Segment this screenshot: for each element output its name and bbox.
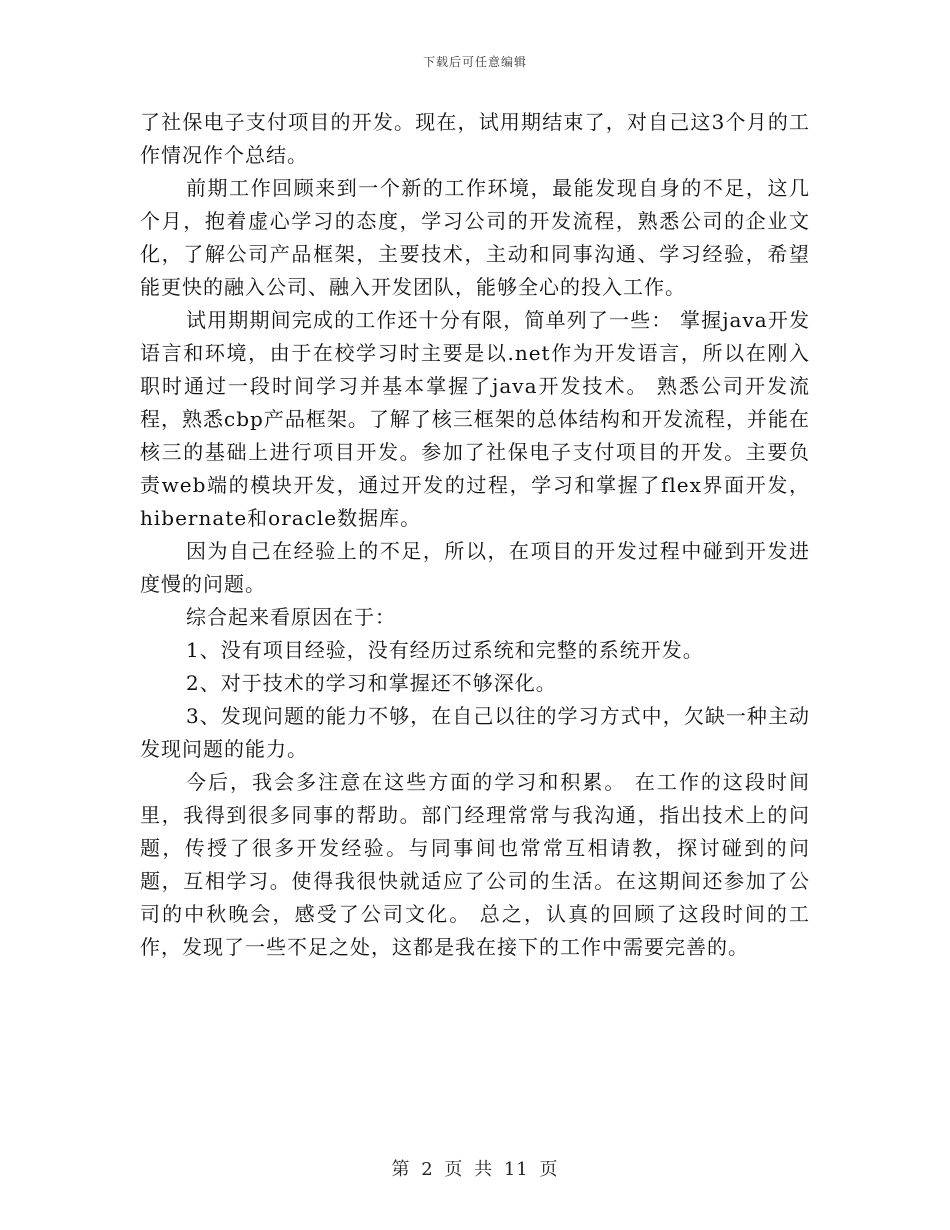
document-body (140, 106, 810, 964)
list-item-1: 1、没有项目经验，没有经历过系统和完整的系统开发。 (186, 638, 704, 662)
paragraph-5: 综合起来看原因在于： (186, 605, 396, 629)
page-header: 下载后可任意编辑 (422, 55, 527, 69)
list-item-2: 2、对于技术的学习和掌握还不够深化。 (186, 671, 557, 695)
paragraph-3: 试用期期间完成的工作还十分有限，简单列了一些： 掌握java开发语言和环境，由于在校学习时主要是以.net作为开发语言，所以在刚入职时通过一段时间学习并基本掌握了java开发技术。 熟悉公司开发流程，熟悉cbp产品框架。了解了核三框架的总体结构和开发流程，并能在核三的基础上进行项目开发。参加了社保电子支付项目的开发。主要负责web端的模块开发，通过开发的过程，学习和掌握了flex界面开发，hibernate和oracle数据库。 (140, 308, 810, 530)
paragraph-4: 因为自己在经验上的不足，所以，在项目的开发过程中碰到开发进度慢的问题。 (140, 539, 810, 596)
paragraph-9: 今后，我会多注意在这些方面的学习和积累。 在工作的这段时间里，我得到很多同事的帮助。部门经理常常与我沟通，指出技术上的问题，传授了很多开发经验。与同事间也常常互相请教，探讨碰到的问题，互相学习。使得我很快就适应了公司的生活。在这期间还参加了公司的中秋晚会，感受了公司文化。 总之，认真的回顾了这段时间的工作，发现了一些不足之处，这都是我在接下的工作中需要完善的。 (140, 770, 810, 959)
page-number-footer: 第 2 页 共 11 页 (391, 1159, 559, 1180)
list-item-3: 3、发现问题的能力不够，在自己以往的学习方式中，欠缺一种主动发现问题的能力。 (140, 704, 810, 761)
paragraph-1: 了社保电子支付项目的开发。现在，试用期结束了，对自己这3个月的工作情况作个总结。 (140, 110, 810, 167)
paragraph-2: 前期工作回顾来到一个新的工作环境，最能发现自身的不足，这几个月，抱着虚心学习的态度，学习公司的开发流程，熟悉公司的企业文化，了解公司产品框架，主要技术，主动和同事沟通、学习经验，希望能更快的融入公司、融入开发团队，能够全心的投入工作。 (140, 176, 810, 299)
